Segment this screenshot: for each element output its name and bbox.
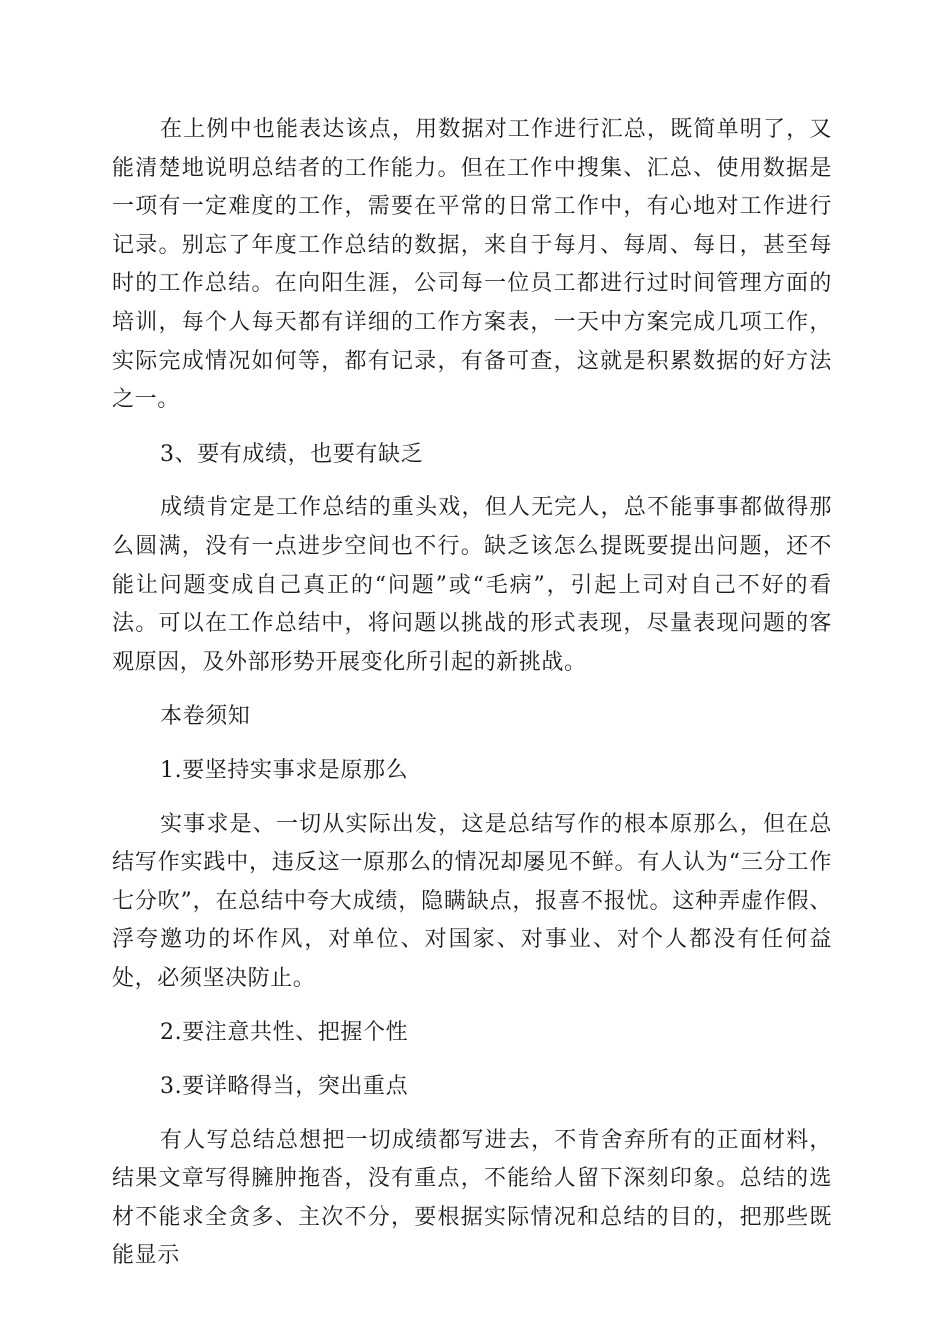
paragraph-achievements: 成绩肯定是工作总结的重头戏，但人无完人，总不能事事都做得那么圆满，没有一点进步空间也不行。缺乏该怎么提既要提出问题，还不能让问题变成自己真正的“问题”或“毛病”，引起上司对自己不好的看法。可以在工作总结中，将问题以挑战的形式表现，尽量表现问题的客观原因，及外部形势开展变化所引起的新挑战。 <box>112 495 832 675</box>
paragraph-focus-key-points: 有人写总结总想把一切成绩都写进去，不肯舍弃所有的正面材料，结果文章写得臃肿拖沓，没有重点，不能给人留下深刻印象。总结的选材不能求全贪多、主次不分，要根据实际情况和总结的目的，把那些既能显示 <box>112 1127 832 1269</box>
paragraph-data-summary: 在上例中也能表达该点，用数据对工作进行汇总，既简单明了，又能清楚地说明总结者的工作能力。但在工作中搜集、汇总、使用数据是一项有一定难度的工作，需要在平常的日常工作中，有心地对工作进行记录。别忘了年度工作总结的数据，来自于每月、每周、每日，甚至每时的工作总结。在向阳生涯，公司每一位员工都进行过时间管理方面的培训，每个人每天都有详细的工作方案表，一天中方案完成几项工作，实际完成情况如何等，都有记录，有备可查，这就是积累数据的好方法之一。 <box>112 117 832 413</box>
heading-seek-truth: 1.要坚持实事求是原那么 <box>160 757 409 783</box>
heading-achievements-and-shortcomings: 3、要有成绩，也要有缺乏 <box>160 441 424 467</box>
heading-focus-key-points: 3.要详略得当，突出重点 <box>160 1074 409 1100</box>
document-body <box>112 111 832 1276</box>
heading-commonality-individuality: 2.要注意共性、把握个性 <box>160 1020 409 1046</box>
paragraph-seek-truth: 实事求是、一切从实际出发，这是总结写作的根本原那么，但在总结写作实践中，违反这一原那么的情况却屡见不鲜。有人认为“三分工作七分吹”，在总结中夸大成绩，隐瞒缺点，报喜不报忧。这种弄虚作假、浮夸邀功的坏作风，对单位、对国家、对事业、对个人都没有任何益处，必须坚决防止。 <box>112 811 832 991</box>
heading-notes: 本卷须知 <box>160 704 251 730</box>
